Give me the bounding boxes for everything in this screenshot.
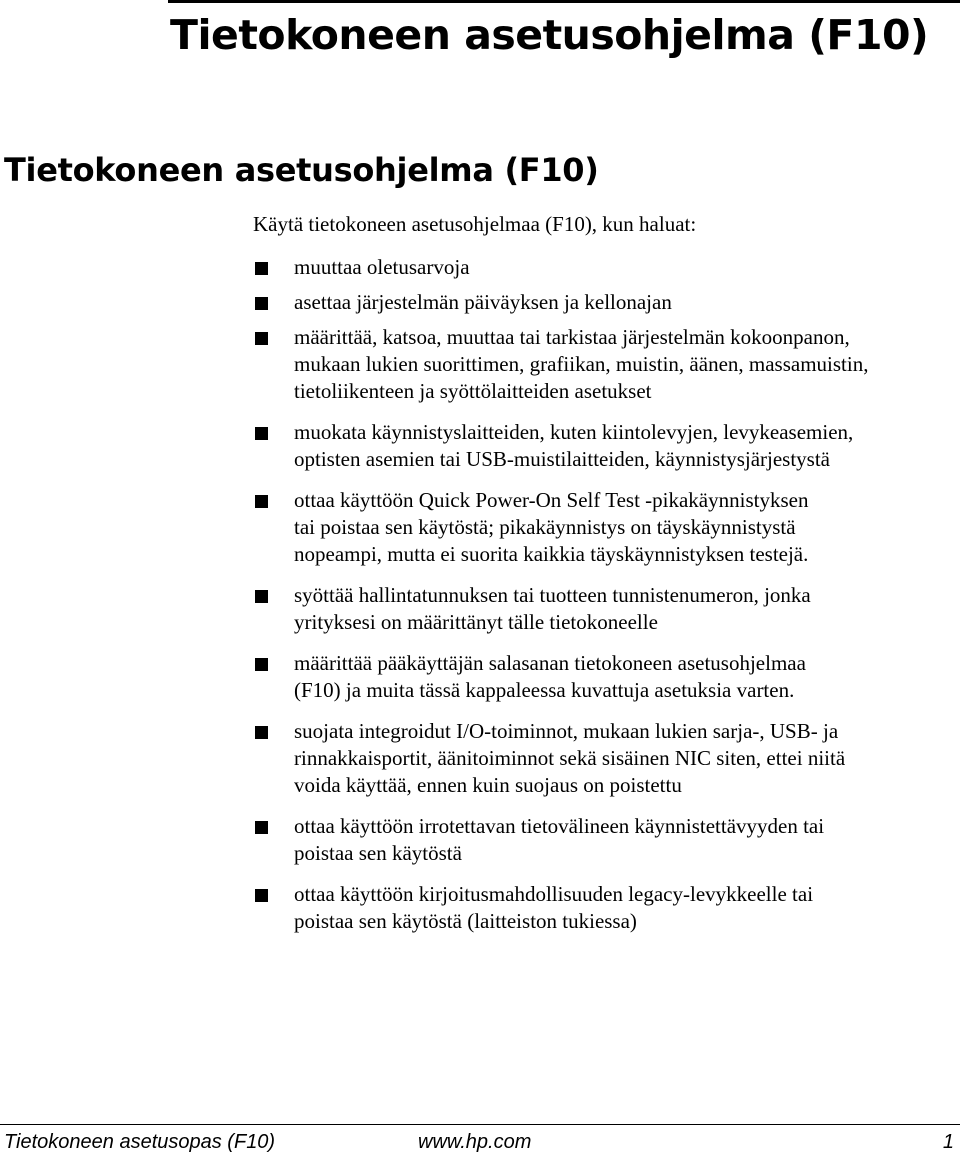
intro-text: Käytä tietokoneen asetusohjelmaa (F10), kun haluat: — [253, 212, 697, 236]
square-bullet-icon — [255, 262, 268, 275]
list-item-text: syöttää hallintatunnuksen tai tuotteen tunnistenumeron, jonka yrityksesi on määrittänyt tälle tietokoneelle — [294, 583, 811, 634]
list-item-text: määrittää, katsoa, muuttaa tai tarkistaa järjestelmän kokoonpanon, mukaan lukien suorittimen, grafiikan, muistin, äänen, massamuistin, tietoliikenteen ja syöttölaitteiden asetukset — [294, 325, 869, 403]
list-item — [253, 419, 958, 473]
list-item — [253, 881, 958, 935]
list-item — [253, 254, 958, 281]
square-bullet-icon — [255, 427, 268, 440]
square-bullet-icon — [255, 590, 268, 603]
list-item-text: ottaa käyttöön Quick Power-On Self Test -pikakäynnistyksen tai poistaa sen käytöstä; pikakäynnistys on täyskäynnistystä nopeampi, mutta ei suorita kaikkia täyskäynnistyksen testejä. — [294, 488, 809, 566]
list-item — [253, 324, 958, 405]
square-bullet-icon — [255, 332, 268, 345]
list-item-text: muokata käynnistyslaitteiden, kuten kiintolevyjen, levykeasemien, optisten asemien tai USB-muistilaitteiden, käynnistysjärjestystä — [294, 420, 854, 471]
list-item-text: asettaa järjestelmän päiväyksen ja kellonajan — [294, 290, 672, 314]
list-item-text: muuttaa oletusarvoja — [294, 255, 470, 279]
list-item-text: ottaa käyttöön kirjoitusmahdollisuuden legacy-levykkeelle tai poistaa sen käytöstä (laitteiston tukiessa) — [294, 882, 814, 933]
square-bullet-icon — [255, 889, 268, 902]
list-item — [253, 289, 958, 316]
list-item — [253, 813, 958, 867]
list-item — [253, 582, 958, 636]
chapter-title: Tietokoneen asetusohjelma (F10) — [170, 11, 929, 59]
footer-rule — [0, 1124, 960, 1125]
list-item — [253, 718, 958, 799]
square-bullet-icon — [255, 495, 268, 508]
list-item-text: määrittää pääkäyttäjän salasanan tietokoneen asetusohjelmaa (F10) ja muita tässä kappaleessa kuvattuja asetuksia varten. — [294, 651, 806, 702]
list-item — [253, 650, 958, 704]
list-item-text: ottaa käyttöön irrotettavan tietovälineen käynnistettävyyden tai poistaa sen käytöstä — [294, 814, 825, 865]
footer-page-number: 1 — [942, 1131, 954, 1153]
list-item — [253, 487, 958, 568]
section-title: Tietokoneen asetusohjelma (F10) — [4, 151, 599, 189]
footer-guide-title: Tietokoneen asetusopas (F10) — [4, 1131, 276, 1153]
feature-list — [253, 254, 958, 949]
square-bullet-icon — [255, 726, 268, 739]
square-bullet-icon — [255, 821, 268, 834]
square-bullet-icon — [255, 297, 268, 310]
list-item-text: suojata integroidut I/O-toiminnot, mukaan lukien sarja-, USB- ja rinnakkaisportit, äänitoiminnot sekä sisäinen NIC siten, ettei niitä voida käyttää, ennen kuin suojaus on poistettu — [294, 719, 846, 797]
chapter-top-rule — [168, 0, 960, 3]
square-bullet-icon — [255, 658, 268, 671]
footer-website-link[interactable]: www.hp.com — [418, 1131, 532, 1153]
